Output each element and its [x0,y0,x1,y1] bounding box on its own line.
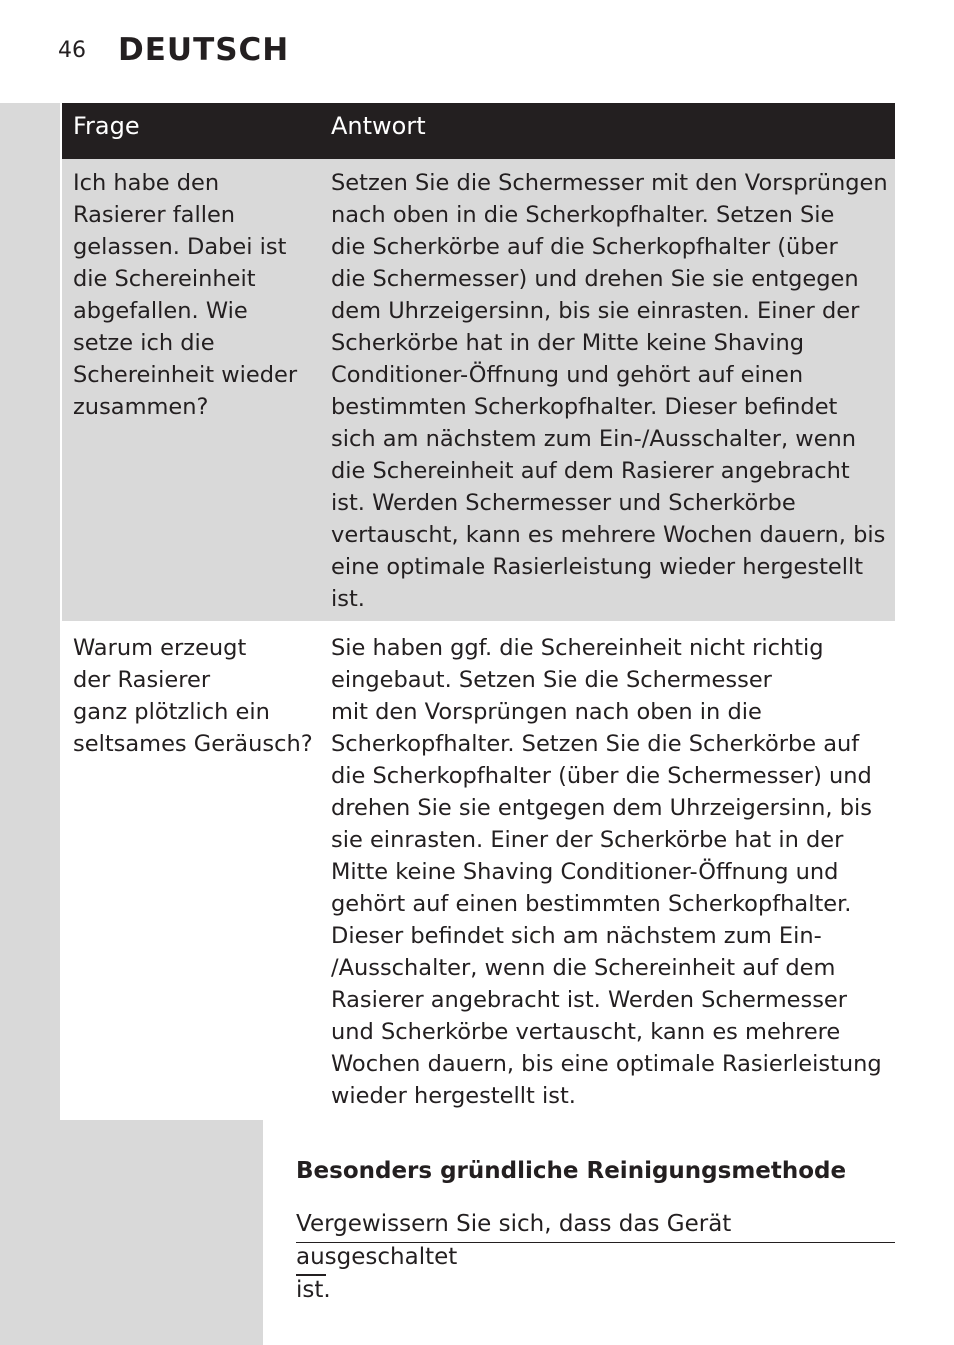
section-title: DEUTSCH [118,32,290,68]
instruction-underline [296,1242,895,1243]
column-header-question: Frage [73,112,140,140]
instruction-underline-short [296,1274,326,1276]
bottom-left-block [0,1120,263,1345]
answer-cell: Sie haben ggf. die Schereinheit nicht richtig eingebaut. Setzen Sie die Schermesser mit den Vorsprüngen nach oben in die Scherkopfhalter. Setzen Sie die Scherkörbe auf die Scherkopfhalter (über die Schermesser) und drehen Sie sie entgegen dem Uhrzeigersinn, bis sie einrasten. Einer der Scherkörbe hat in der Mitte keine Shaving Conditioner-Öffnung und gehört auf einen bestimmten Scherkopfhalter. Dieser befindet sich am nächstem zum Ein- /Ausschalter, wenn die Schereinheit auf dem Rasierer angebracht ist. Werden Schermesser und Scherkörbe vertauscht, kann es mehrere Wochen dauern, bis eine optimale Rasierleistung wieder hergestellt ist. [331,635,882,1109]
instruction-text: Vergewissern Sie sich, dass das Gerät ausgeschaltet ist. [296,1211,732,1303]
column-header-answer: Antwort [331,112,426,140]
table-row [62,159,895,621]
table-header [62,103,895,159]
question-cell: Warum erzeugt der Rasierer ganz plötzlich ein seltsames Geräusch? [73,635,313,757]
section-heading: Besonders gründliche Reinigungsmethode [296,1158,847,1184]
page-number: 46 [58,38,86,63]
answer-cell: Setzen Sie die Schermesser mit den Vorsprüngen nach oben in die Scherkopfhalter. Setzen Sie die Scherkörbe auf die Scherkopfhalter (über die Schermesser) und drehen Sie sie entgegen dem Uhrzeigersinn, bis sie einrasten. Einer der Scherkörbe hat in der Mitte keine Shaving Conditioner-Öffnung und gehört auf einen bestimmten Scherkopfhalter. Dieser befindet sich am nächstem zum Ein-/Ausschalter, wenn die Schereinheit auf dem Rasierer angebracht ist. Werden Schermesser und Scherkörbe vertauscht, kann es mehrere Wochen dauern, bis eine optimale Rasierleistung wieder hergestellt ist. [331,170,888,612]
question-cell: Ich habe den Rasierer fallen gelassen. Dabei ist die Schereinheit abgefallen. Wie setze ich die Schereinheit wieder zusammen? [73,170,298,420]
table-row [62,624,895,1120]
